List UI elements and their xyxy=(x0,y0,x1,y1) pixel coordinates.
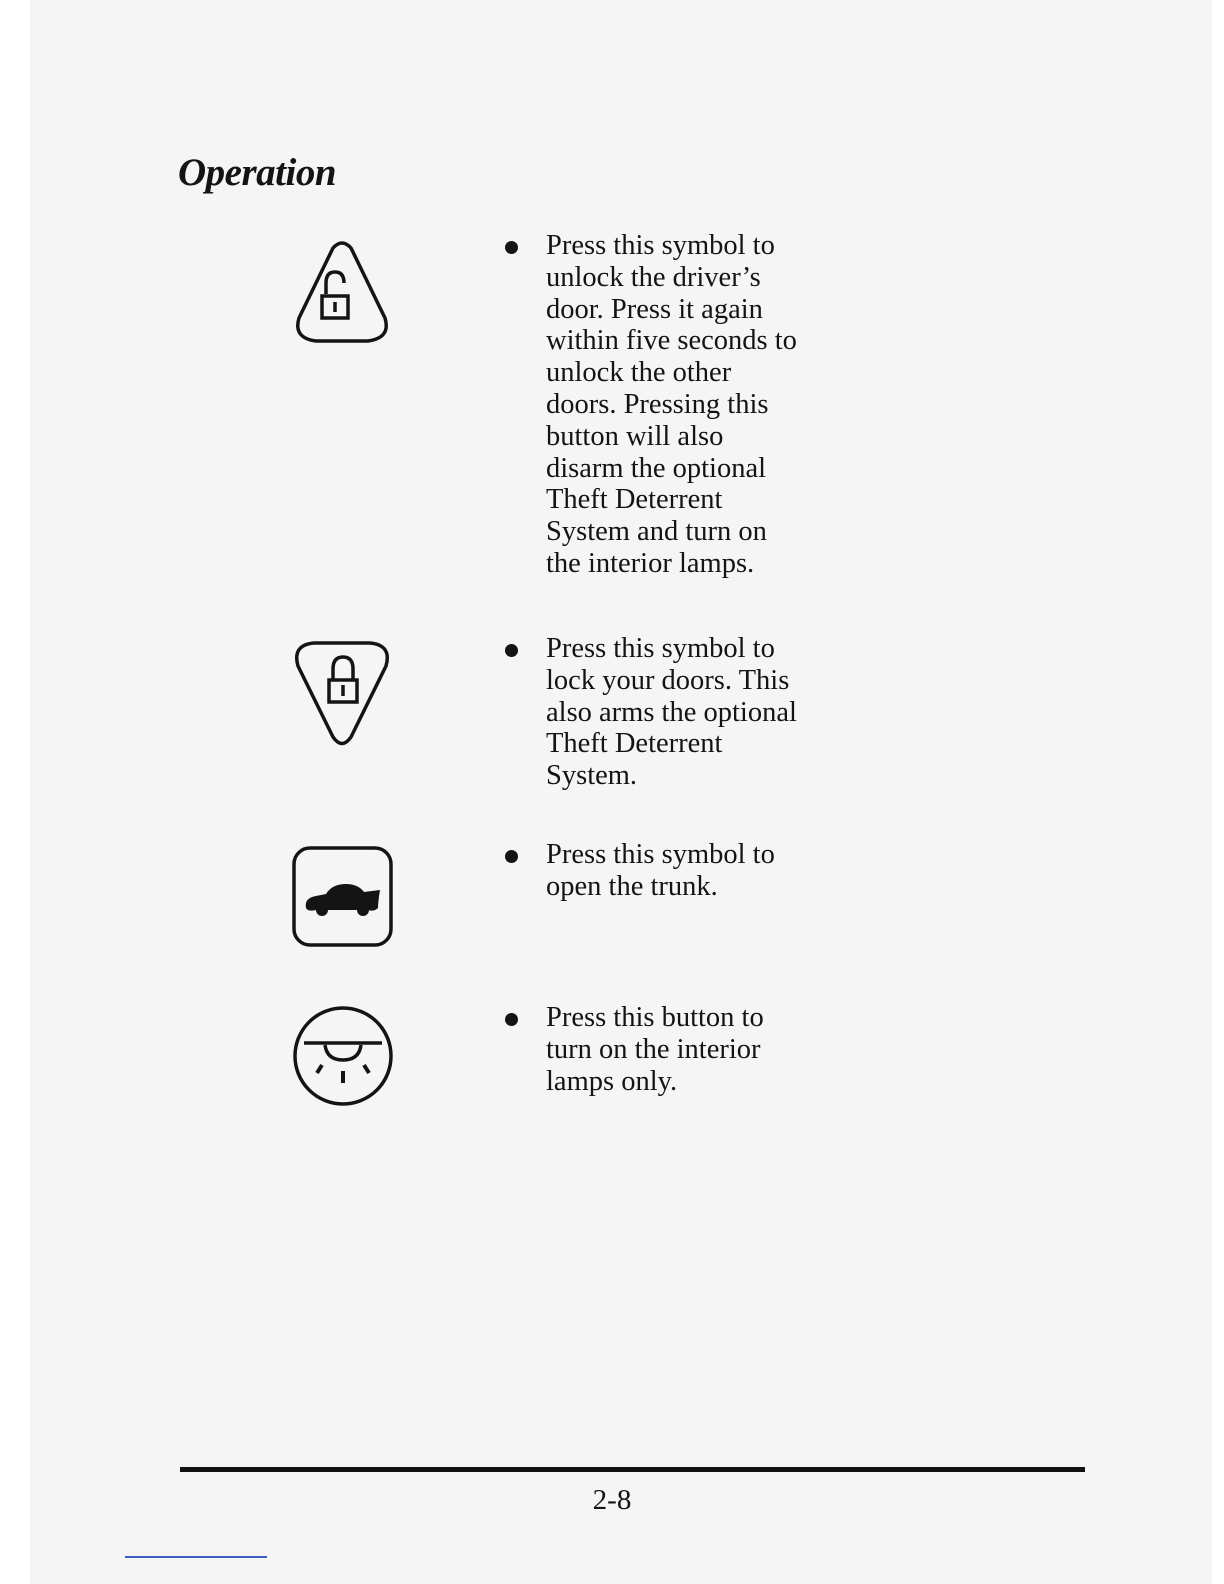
list-item-lock xyxy=(505,633,805,792)
bullet xyxy=(505,1013,518,1026)
item-text-interior-lamps: Press this button to turn on the interior lamps only. xyxy=(546,1002,764,1097)
lock-padlock-inverted-triangle-icon xyxy=(292,640,392,750)
item-text-lock: Press this symbol to lock your doors. This also arms the optional Theft Deterrent System. xyxy=(546,633,797,792)
section-heading: Operation xyxy=(178,151,337,194)
bullet xyxy=(505,644,518,657)
list-item-interior-lamps xyxy=(505,1002,805,1097)
page-number: 2-8 xyxy=(592,1484,632,1516)
list-item-unlock xyxy=(505,230,805,580)
item-text-unlock: Press this symbol to unlock the driver’s door. Press it again within five seconds to unlock the other doors. Pressing this button will also disarm the optional Theft Deterrent System and turn on the interior lamps. xyxy=(546,230,797,579)
footer-rule xyxy=(180,1467,1085,1472)
item-text-trunk: Press this symbol to open the trunk. xyxy=(546,839,775,902)
interior-lamp-icon xyxy=(292,1005,394,1107)
link-underline[interactable] xyxy=(125,1556,267,1558)
bullet xyxy=(505,241,518,254)
unlock-padlock-triangle-icon xyxy=(292,238,392,346)
list-item-trunk xyxy=(505,839,805,903)
trunk-release-car-icon xyxy=(292,846,394,948)
bullet xyxy=(505,850,518,863)
